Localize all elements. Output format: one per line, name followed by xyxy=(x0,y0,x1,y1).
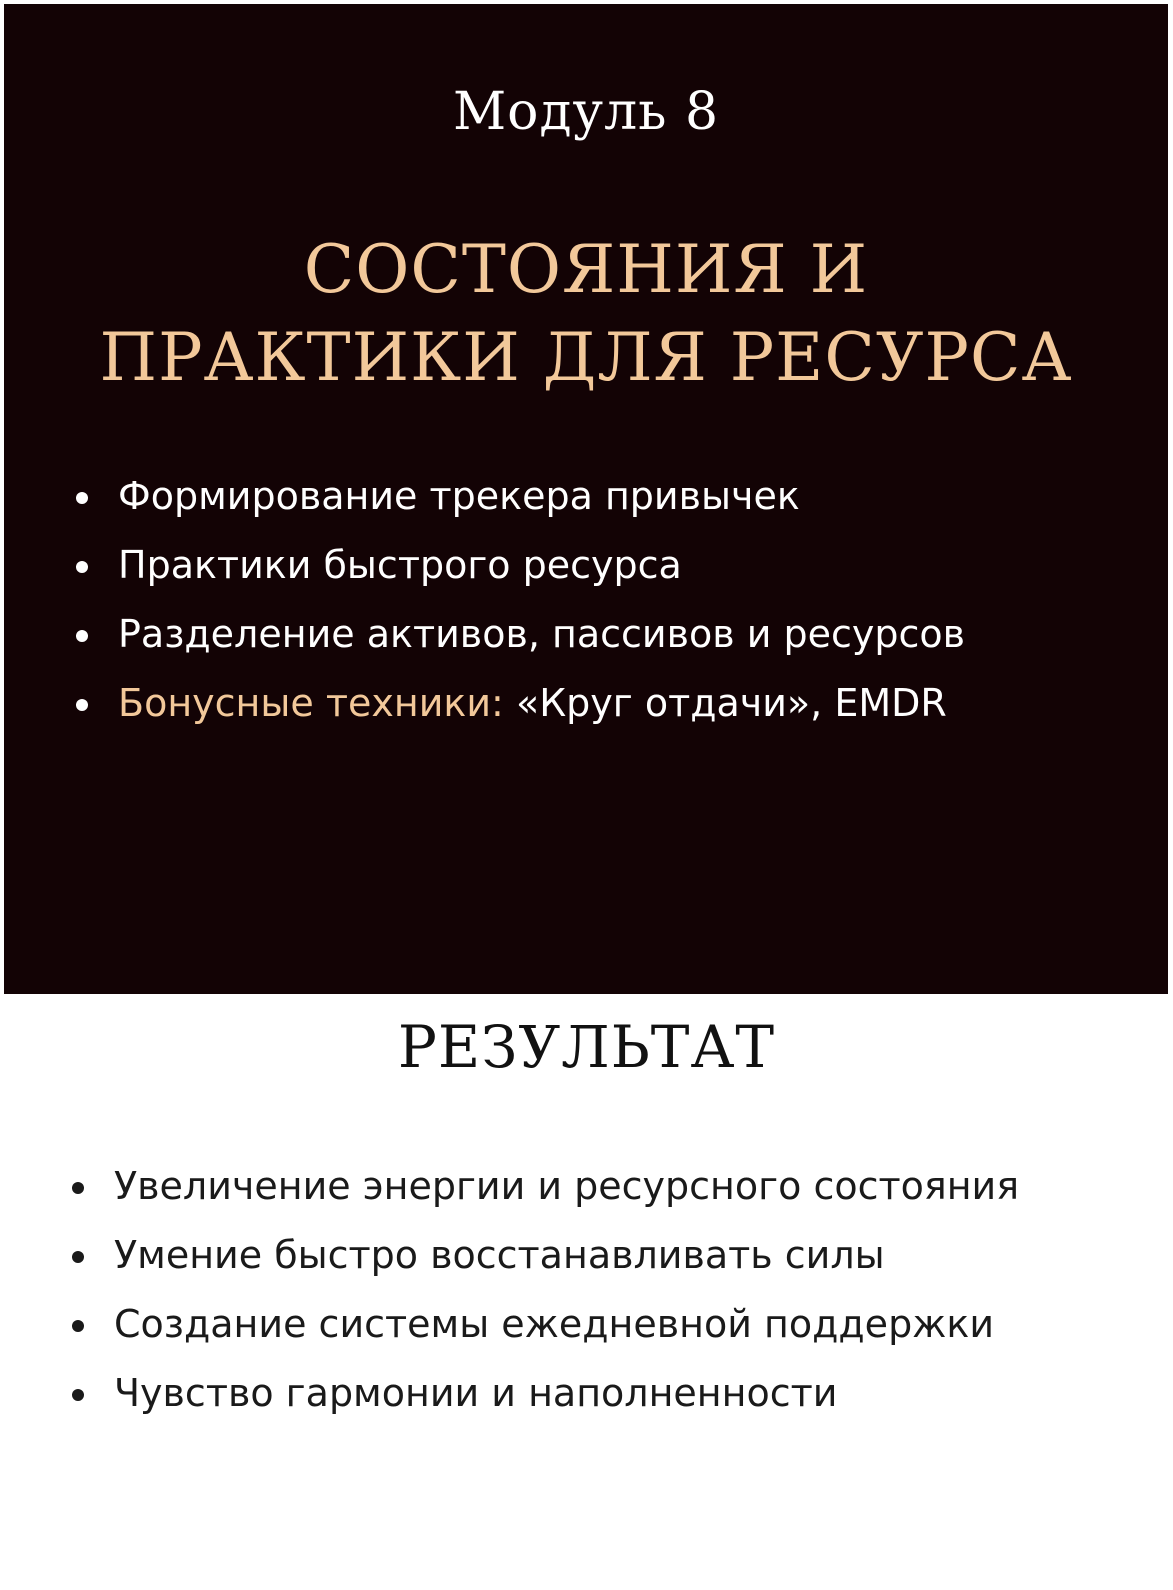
list-item-text: Увеличение энергии и ресурсного состояния xyxy=(114,1164,1020,1208)
list-item xyxy=(72,1221,1019,1290)
bullet-icon xyxy=(76,561,88,573)
result-title: РЕЗУЛЬТАТ xyxy=(397,1013,776,1081)
list-item xyxy=(72,1359,1019,1428)
result-list xyxy=(72,1152,1019,1428)
list-item xyxy=(76,600,965,669)
bonus-label: Бонусные техники: xyxy=(118,681,504,725)
list-item-text: Чувство гармонии и наполненности xyxy=(114,1371,838,1415)
bullet-icon xyxy=(76,630,88,642)
bullet-icon xyxy=(72,1389,84,1401)
module-label: Модуль 8 xyxy=(452,82,720,142)
module-title xyxy=(4,226,1168,402)
list-item-text: Практики быстрого ресурса xyxy=(118,543,682,587)
bullet-icon xyxy=(76,699,88,711)
bullet-icon xyxy=(72,1320,84,1332)
module-topics-list xyxy=(76,462,965,738)
module-title-line-2: ПРАКТИКИ ДЛЯ РЕСУРСА xyxy=(99,319,1073,396)
list-item-text: Умение быстро восстанавливать силы xyxy=(114,1233,885,1277)
bullet-icon xyxy=(72,1182,84,1194)
list-item-text: Создание системы ежедневной поддержки xyxy=(114,1302,995,1346)
module-title-line-1: СОСТОЯНИЯ И xyxy=(303,231,869,308)
bullet-icon xyxy=(72,1251,84,1263)
list-item xyxy=(76,462,965,531)
list-item xyxy=(72,1290,1019,1359)
module-panel xyxy=(4,4,1168,994)
list-item-text: Разделение активов, пассивов и ресурсов xyxy=(118,612,966,656)
list-item-bonus xyxy=(76,669,965,738)
bullet-icon xyxy=(76,492,88,504)
bonus-text: «Круг отдачи», EMDR xyxy=(503,681,947,725)
list-item-text: Формирование трекера привычек xyxy=(118,474,800,518)
list-item xyxy=(72,1152,1019,1221)
list-item xyxy=(76,531,965,600)
